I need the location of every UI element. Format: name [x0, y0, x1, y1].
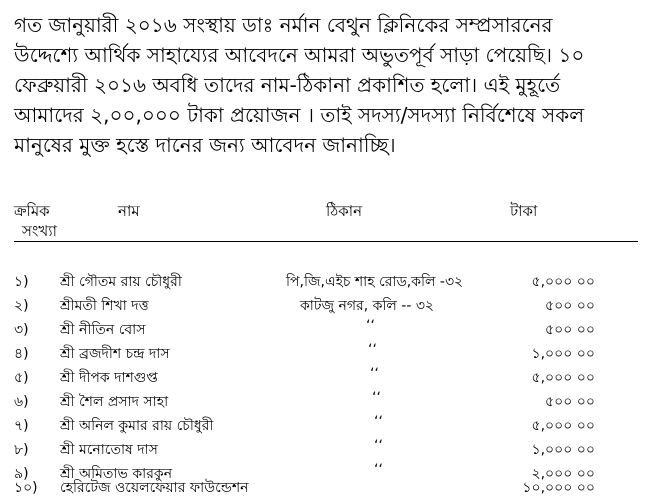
amount-cell: ১,০০০ ০০: [531, 346, 595, 362]
header-divider: [14, 241, 638, 242]
header-amount: টাকা: [510, 202, 538, 220]
table-row: [0, 414, 660, 438]
appeal-line: গত জানুয়ারী ২০১৬ সংস্থায় ডাঃ নর্মান বেথুন ক্লিনিকের সম্প্রসারনের: [14, 13, 553, 37]
name-cell: শ্রীমতী শিখা দত্ত: [60, 298, 149, 314]
ditto-mark: ‘‘: [374, 438, 383, 454]
address-cell: কাটজু নগর, কলি -- ৩২: [300, 298, 435, 314]
table-row: [0, 438, 660, 462]
serial-cell: ১): [14, 274, 29, 290]
amount-cell: ২,০০০ ০০: [531, 466, 595, 482]
serial-cell: ৭): [14, 418, 29, 434]
name-cell: শ্রী শৈল প্রসাদ সাহা: [60, 394, 169, 410]
appeal-line: ফেব্রুয়ারী ২০১৬ অবধি তাদের নাম-ঠিকানা প্রকাশিত হলো। এই মুহূর্তে: [14, 73, 561, 97]
appeal-line: আমাদের ২,০০,০০০ টাকা প্রয়োজন । তাই সদস্য/সদস্যা নির্বিশেষে সকল: [14, 103, 585, 127]
table-row: [0, 476, 660, 500]
table-row: [0, 342, 660, 366]
name-cell: শ্রী দীপক দাশগুপ্ত: [60, 370, 158, 386]
amount-cell: ৫,০০০ ০০: [531, 274, 595, 290]
address-cell: পি,জি,এইচ শাহ রোড,কলি -৩২: [286, 274, 464, 290]
name-cell: শ্রী অমিতাভ কারকুন: [60, 466, 173, 482]
amount-cell: ৫০০ ০০: [545, 394, 595, 410]
serial-cell: ২): [14, 298, 29, 314]
appeal-paragraph: [14, 10, 650, 160]
amount-cell: ৫,০০০ ০০: [531, 370, 595, 386]
amount-cell: ৫,০০০ ০০: [531, 418, 595, 434]
name-cell: শ্রী গৌতম রায় চৌধুরী: [60, 274, 182, 290]
header-name: নাম: [118, 202, 140, 220]
amount-cell: ১,০০০ ০০: [531, 442, 595, 458]
name-cell: হেরিটেজ ওয়েলফেয়ার ফাউন্ডেশন: [60, 480, 249, 496]
name-cell: শ্রী নীতিন বোস: [60, 322, 146, 338]
table-row: [0, 318, 660, 342]
name-cell: শ্রী মনোতোষ দাস: [60, 442, 158, 458]
ditto-mark: ‘‘: [372, 390, 381, 406]
table-row: [0, 294, 660, 318]
header-serial: ক্রমিক: [14, 202, 50, 220]
serial-cell: ৩): [14, 322, 29, 338]
amount-cell: ৫০০ ০০: [545, 298, 595, 314]
table-row: [0, 366, 660, 390]
appeal-line: উদ্দেশ্যে আর্থিক সাহায্যের আবেদনে আমরা অভুতপূর্ব সাড়া পেয়েছি। ১০: [14, 43, 585, 67]
ditto-mark: ‘‘: [366, 318, 375, 334]
ditto-mark: ‘‘: [374, 462, 383, 478]
name-cell: শ্রী অনিল কুমার রায় চৌধুরী: [60, 418, 214, 434]
appeal-line: মানুষের মুক্ত হস্তে দানের জন্য আবেদন জানাচ্ছি।: [14, 133, 396, 157]
table-row: [0, 390, 660, 414]
ditto-mark: ‘‘: [368, 342, 377, 358]
serial-cell: ৯): [14, 466, 29, 482]
amount-cell: ১০,০০০ ০০: [522, 480, 595, 496]
name-cell: শ্রী ব্রজদীশ চন্দ্র দাস: [60, 346, 170, 362]
serial-cell: ৫): [14, 370, 29, 386]
serial-cell: ৮): [14, 442, 29, 458]
table-row: [0, 270, 660, 294]
serial-cell: ১০): [14, 480, 38, 496]
ditto-mark: ‘‘: [374, 414, 383, 430]
amount-cell: ৫০০ ০০: [545, 322, 595, 338]
serial-cell: ৬): [14, 394, 29, 410]
serial-cell: ৪): [14, 346, 29, 362]
ditto-mark: ‘‘: [370, 366, 379, 382]
header-serial-number: সংখ্যা: [22, 222, 57, 240]
header-address: ঠিকান: [326, 202, 363, 220]
